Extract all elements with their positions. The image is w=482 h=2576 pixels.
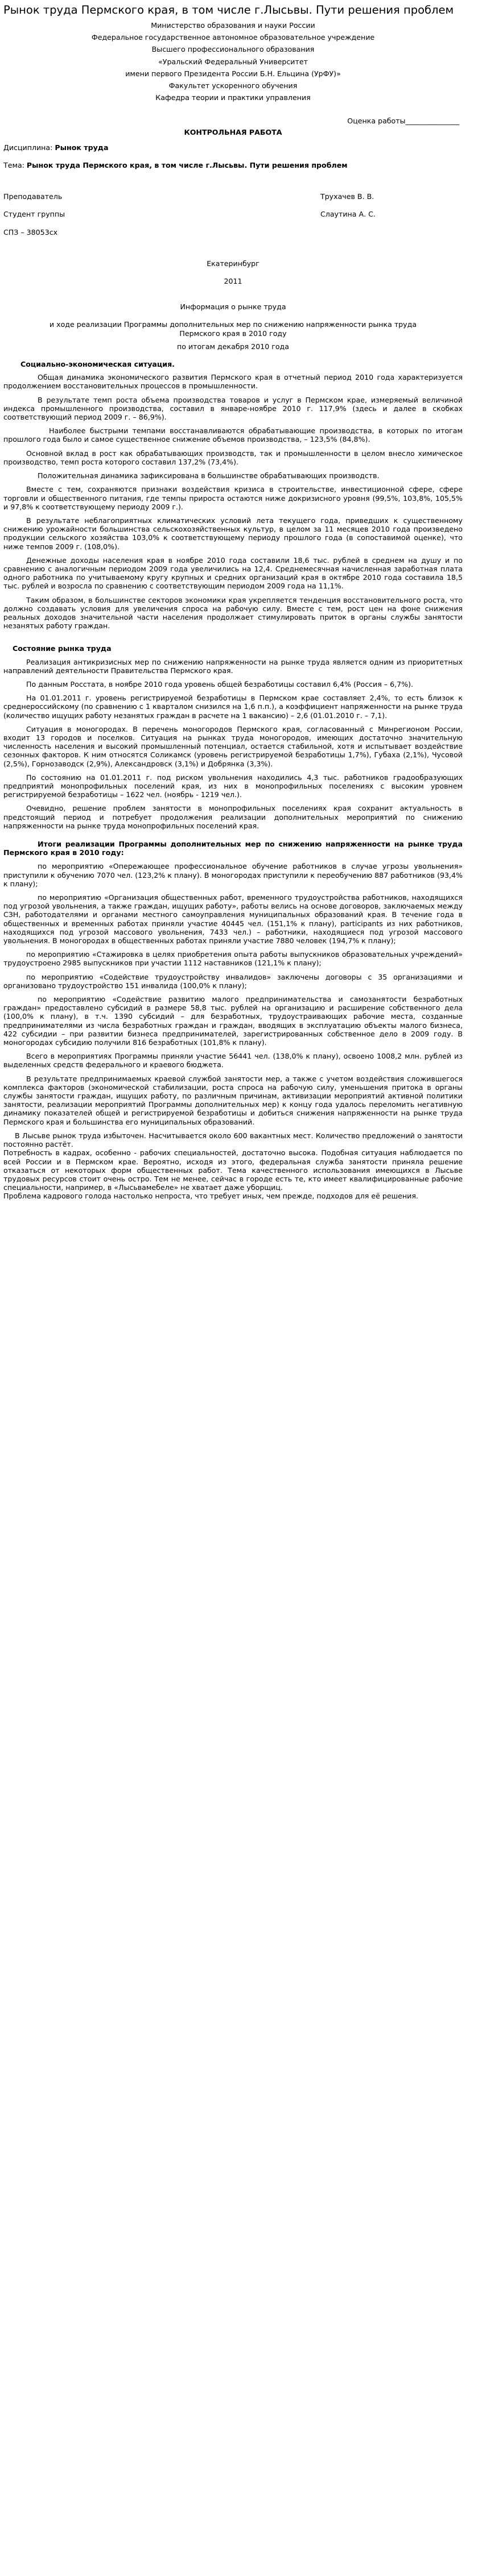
student-row (3, 210, 463, 218)
city: Екатеринбург (207, 259, 259, 268)
group-code: СПЗ – 38053сх (3, 227, 58, 237)
header-line: Кафедра теории и практики управления (155, 93, 311, 102)
paragraph: По данным Росстата, в ноябре 2010 года уровень общей безработицы составил 6,4% (Россия – 6,7%). (26, 679, 414, 688)
institution-header (3, 21, 463, 102)
paragraph: На 01.01.2011 г. уровень регистрируемой безработицы в Пермском крае составляет 2,4%, то есть близок к среднероссийскому (по сравнению с 1 кварталом снизился на 1,6 п.п.), а коэффициент напряженности на рынке труда (количество ищущих работу незанятых граждан в расчете на 1 вакансию) – 2,6 (01.01.2010 г. – 7,1). (3, 694, 463, 720)
paragraph: В результате предпринимаемых краевой службой занятости мер, а также с учетом воздействия сложившегося комплекса факторов (экономической стабилизации, роста спроса на рабочую силу, уменьшения притока в органы службы занятости граждан, ищущих работу, по различным причинам, активизации мероприятий активной политики занятости, реализации мероприятий Программы дополнительных мер) к концу года удалось переломить негативную динамику показателей общей и регистрируемой безработицы и добиться снижения напряженности на рынке труда Пермского края и большинства его муниципальных образований. (3, 1074, 463, 1126)
teacher-row (3, 192, 463, 201)
section-heading: Социально-экономическая ситуация. (20, 360, 175, 369)
paragraph: Таким образом, в большинстве секторов экономики края укрепляется тенденция восстановительного роста, что должно создавать условия для увеличения спроса на рабочую силу. Вместе с тем, рост цен на фоне снижения реальных доходов значительной части населения продолжает стимулировать приток в органы службы занятости незанятых работу граждан. (3, 595, 463, 630)
header-line: Высшего профессионального образования (151, 45, 315, 54)
paragraph: по мероприятию «Содействие трудоустройству инвалидов» заключены договоры с 35 организациями и организовано трудоустройство 151 инвалида (100,0% к плану); (3, 972, 463, 990)
paragraph: по мероприятию «Содействие развитию малого предпринимательства и самозанятости безработных граждан» предоставлено субсидий в размере 58,8 тыс. рублей на организацию и расширение собственного дела (100,0% к плану), в т.ч. 1390 субсидий – для безработных, трудоустраивающих рабочие места, созданные предпринимателями из числа безработных граждан и граждан, вводящих в эксплуатацию объекты малого бизнеса, 422 субсидии – при развитии бизнеса предпринимателей, зарегистрированных собственное дело в 2009 году. В моногородах субсидию получили 816 безработных (101,8% к плану). (3, 995, 463, 1047)
student-name: Слаутина А. С. (320, 210, 376, 219)
paragraph: В результате темп роста объема производства товаров и услуг в Пермском крае, измеряемый величиной индекса промышленного производства, составил в январе-ноябре 2010 г. 117,9% (здесь и далее в скобках соответствующий период 2009 г. – 86,9%). (3, 395, 463, 422)
paragraph: Реализация антикризисных мер по снижению напряженности на рынке труда является одним из приоритетных направлений деятельности Правительства Пермского края. (3, 657, 463, 675)
info-subtitle: и ходе реализации Программы дополнительных мер по снижению напряженности рынка труда Пермского края в 2010 году (49, 320, 417, 338)
paragraph: Положительная динамика зафиксирована в большинстве обрабатывающих производств. (38, 471, 380, 480)
section-heading: Итоги реализации Программы дополнительных мер по снижению напряженности на рынке труда Пермского края в 2010 году: (3, 840, 463, 857)
paragraph: Вместе с тем, сохраняются признаки воздействия кризиса в строительстве, инвестиционной сфере, сфере торговли и общественного питания, где темпы прироста остаются ниже докризисного уровня (99,5%, 103,8%, 105,5% и 97,8% к соответствующему периоду 2009 г.). (3, 485, 463, 511)
year: 2011 (224, 277, 242, 286)
discipline-line (3, 143, 463, 152)
section-heading: Состояние рынка труда (13, 644, 112, 653)
paragraph: по мероприятию «Организация общественных работ, временного трудоустройства работников, находящихся под угрозой увольнения, а также граждан, ищущих работу», работы велись на основе договоров, заключаемых между СЗН, работодателями и органами местного самоуправления муниципальных образований края. В течение года в общественных и временных работах приняли участие 40445 чел. (151,1% к плану), participants из них работников, находящихся под угрозой массового увольнения, 7433 чел.) – работники, находящиеся под угрозой массового увольнения. В моногородах в общественных работах приняли участие 7880 человек (194,7% к плану); (3, 893, 463, 945)
teacher-name: Трухачев В. В. (320, 192, 374, 201)
grade-field: Оценка работы_______________ (347, 117, 459, 126)
paragraph: Проблема кадрового голода настолько непроста, что требует иных, чем прежде, подходов для её решения. (3, 1192, 418, 1201)
info-title: Информация о рынке труда (180, 302, 286, 312)
paragraph: Потребность в кадрах, особенно - рабочих специальностей, достаточно высока. Подобная ситуация наблюдается по всей России и в Пермском крае. Вероятно, исходя из этого, федеральная служба занятости приняла решение отказаться от некоторых форм общественных работ. Тема качественного использования имеющихся в Лысьве трудовых ресурсов стоит очень остро. Тем не менее, сейчас в городе есть те, кто имеет квалифицированные рабочие специальности, например, в «Лысьвамебеле» не хватает даже уборщиц. (3, 1148, 463, 1192)
paragraph: Всего в мероприятиях Программы приняли участие 56441 чел. (138,0% к плану), освоено 1008,2 млн. рублей из выделенных средств федерального и краевого бюджета. (3, 1052, 463, 1069)
paragraph: Основной вклад в рост как обрабатывающих производств, так и промышленности в целом внесло химическое производство, темп роста которого составил 137,2% (73,4%). (3, 449, 463, 466)
paragraph: Ситуация в моногородах. В перечень моногородов Пермского края, согласованный с Минрегионом России, входит 13 городов и поселков. Ситуация на рынках труда моногородов, имеющих достаточно значительную численность населения и высокий промышленный потенциал, остается стабильной, хотя и испытывает воздействие сезонных факторов. К ним относятся Соликамск (уровень регистрируемой безработицы 1,7%), Губаха (2,1%), Чусовой (2,5%), Горнозаводск (2,9%), Александровск (3,1%) и Добрянка (3,3%). (3, 724, 463, 768)
discipline-value: Рынок труда (55, 143, 109, 152)
document-title: Рынок труда Пермского края, в том числе г.Лысьвы. Пути решения проблем (3, 3, 454, 16)
discipline-label: Дисциплина: (3, 143, 55, 152)
paragraph: Наиболее быстрыми темпами восстанавливаются обрабатывающие производства, в которых по итогам прошлого года было и самое существенное снижение объемов производства, – 123,5% (84,8%). (3, 426, 463, 444)
work-type: КОНТРОЛЬНАЯ РАБОТА (184, 127, 282, 136)
header-line: имени первого Президента России Б.Н. Ельцина (УрФУ)» (125, 69, 341, 78)
student-label: Студент группы (3, 210, 65, 219)
paragraph: Общая динамика экономического развития Пермского края в отчетный период 2010 года характеризуется продолжением восстановительных процессов в промышленности. (3, 373, 463, 391)
topic-value: Рынок труда Пермского края, в том числе г.Лысьвы. Пути решения проблем (26, 161, 348, 170)
header-line: Факультет ускоренного обучения (168, 81, 298, 90)
paragraph: по мероприятию «Опережающее профессиональное обучение работников в случае угрозы увольнения» приступили к обучению 7070 чел. (123,2% к плану). В моногородах приступили к переобучению 887 работников (93,4% к плану); (3, 862, 463, 888)
paragraph: Очевидно, решение проблем занятости в монопрофильных поселениях края сохранит актуальность в предстоящий период и потребует продолжения реализации дополнительных мероприятий по снижению напряженности на рынке труда монопрофильных поселений края. (3, 804, 463, 830)
header-line: Министерство образования и науки России (151, 21, 315, 30)
paragraph: В результате неблагоприятных климатических условий лета текущего года, приведших к существенному снижению урожайности большинства сельскохозяйственных культур, в целом за 11 месяцев 2010 года произведено продукции сельского хозяйства 103,0% к соответствующему периоду прошлого года (в сопоставимой оценке), что ниже темпов 2009 г. (108,0%). (3, 516, 463, 551)
teacher-label: Преподаватель (3, 192, 63, 201)
paragraph: по мероприятию «Стажировка в целях приобретения опыта работы выпускников образовательных учреждений» трудоустроено 2985 выпускников при участии 1112 наставников (121,1% к плану); (3, 950, 463, 968)
info-period: по итогам декабря 2010 года (177, 342, 289, 351)
header-line: Федеральное государственное автономное образовательное учреждение (91, 33, 375, 42)
topic-line (3, 161, 463, 169)
paragraph: По состоянию на 01.01.2011 г. под риском увольнения находились 4,3 тыс. работников градообразующих предприятий монопрофильных поселений края, из них в монопрофильных поселениях с высоким уровнем регистрируемой безработицы – 1622 чел. (ноябрь - 1219 чел.). (3, 773, 463, 799)
paragraph: Денежные доходы населения края в ноябре 2010 года составили 18,6 тыс. рублей в среднем на душу и по сравнению с аналогичным периодом 2009 года увеличились на 12,4. Среднемесячная начисленная заработная плата одного работника по учитываемому кругу крупных и средних организаций края в октябре 2010 года составила 18,5 тыс. рублей и возросла по сравнению с соответствующим периодом 2009 года на 11,1%. (3, 555, 463, 591)
topic-label: Тема: (3, 161, 27, 170)
paragraph: В Лысьве рынок труда избыточен. Насчитывается около 600 вакантных мест. Количество предложений о занятости постоянно растёт. (3, 1131, 463, 1149)
header-line: «Уральский Федеральный Университет (158, 57, 308, 66)
